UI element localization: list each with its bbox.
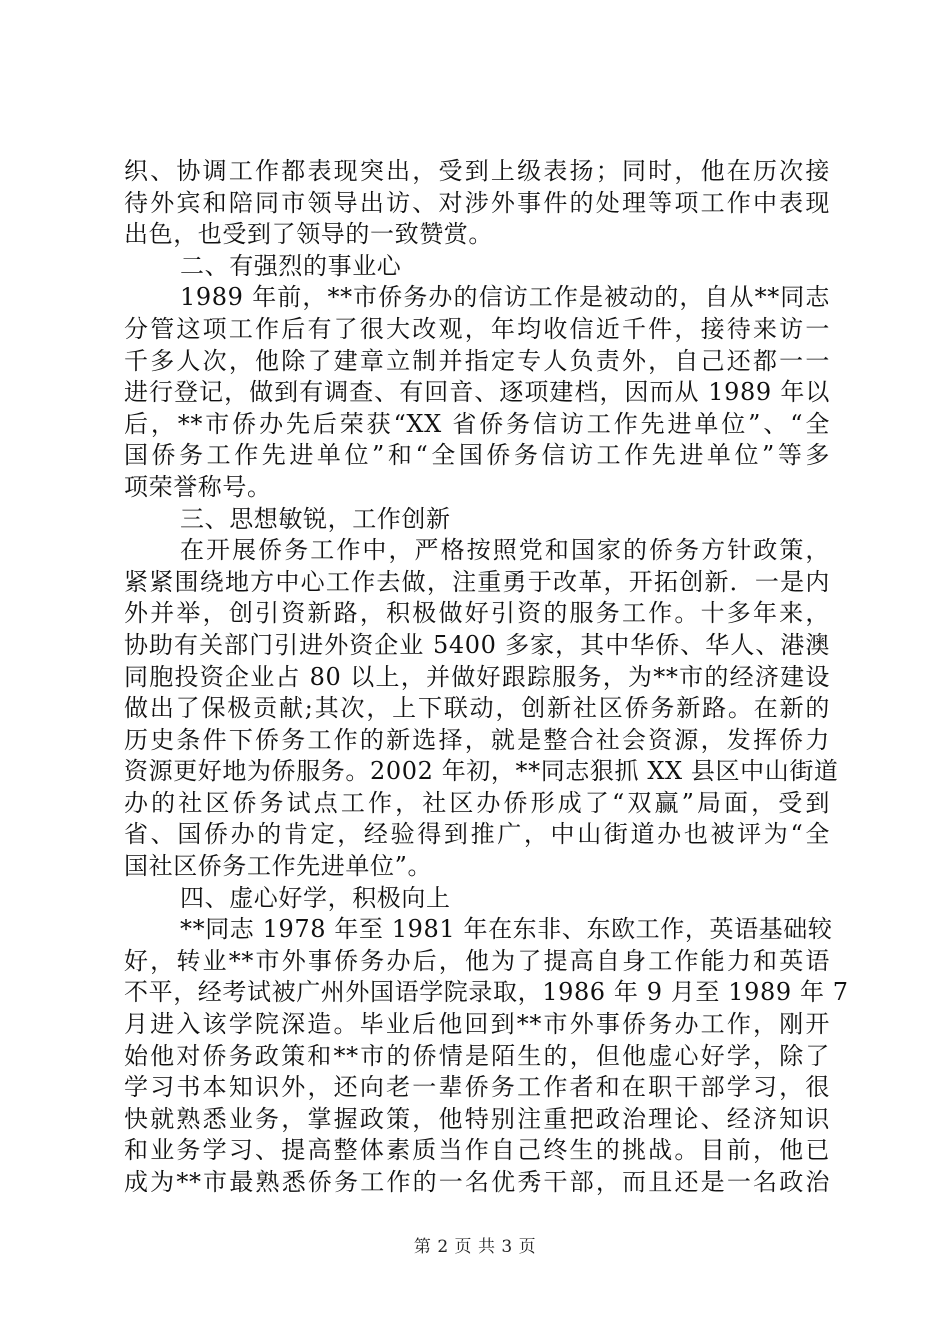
section-heading: 二、有强烈的事业心	[180, 251, 402, 280]
text-line: 始他对侨务政策和**市的侨情是陌生的，但他虚心好学，除了	[124, 1041, 830, 1070]
section-heading: 三、思想敏锐，工作创新	[180, 504, 451, 533]
text-line: **同志 1978 年至 1981 年在东非、东欧工作，英语基础较	[180, 915, 833, 944]
text-line: 待外宾和陪同市领导出访、对涉外事件的处理等项工作中表现	[124, 188, 830, 217]
text-line: 后，**市侨办先后荣获“XX 省侨务信访工作先进单位”、“全	[124, 409, 830, 438]
text-line: 快就熟悉业务，掌握政策，他特别注重把政治理论、经济知识	[124, 1104, 830, 1133]
text-line: 外并举，创引资新路，积极做好引资的服务工作。十多年来，	[124, 599, 830, 628]
text-line: 千多人次，他除了建章立制并指定专人负责外，自己还都一一	[124, 346, 830, 375]
text-line: 1989 年前，**市侨务办的信访工作是被动的，自从**同志	[180, 283, 830, 312]
text-line: 做出了保极贡献;其次，上下联动，创新社区侨务新路。在新的	[124, 694, 830, 723]
text-line: 国侨务工作先进单位”和“全国侨务信访工作先进单位”等多	[124, 441, 830, 470]
text-line: 出色，也受到了领导的一致赞赏。	[124, 220, 493, 249]
text-line: 和业务学习、提高整体素质当作自己终生的挑战。目前，他已	[124, 1136, 830, 1165]
text-line: 协助有关部门引进外资企业 5400 多家，其中华侨、华人、港澳	[124, 630, 830, 659]
text-line: 学习书本知识外，还向老一辈侨务工作者和在职干部学习，很	[124, 1073, 830, 1102]
text-line: 成为**市最熟悉侨务工作的一名优秀干部，而且还是一名政治	[124, 1168, 830, 1196]
text-line: 历史条件下侨务工作的新选择，就是整合社会资源，发挥侨力	[124, 725, 830, 754]
text-line: 进行登记，做到有调查、有回音、逐项建档，因而从 1989 年以	[124, 378, 830, 407]
text-line: 月进入该学院深造。毕业后他回到**市外事侨务办工作，刚开	[124, 1010, 830, 1039]
text-line: 不平，经考试被广州外国语学院录取，1986 年 9 月至 1989 年 7	[124, 978, 849, 1007]
text-line: 办的社区侨务试点工作，社区办侨形成了“双赢”局面，受到	[124, 788, 830, 817]
text-line: 资源更好地为侨服务。2002 年初，**同志狠抓 XX 县区中山街道	[124, 757, 839, 786]
text-line: 织、协调工作都表现突出，受到上级表扬；同时，他在历次接	[124, 157, 830, 185]
text-line: 省、国侨办的肯定，经验得到推广，中山街道办也被评为“全	[124, 820, 830, 849]
text-line: 在开展侨务工作中，严格按照党和国家的侨务方针政策，	[180, 536, 830, 565]
text-line: 好，转业**市外事侨务办后，他为了提高自身工作能力和英语	[124, 946, 830, 975]
text-line: 国社区侨务工作先进单位”。	[124, 852, 433, 881]
text-line: 分管这项工作后有了很大改观，年均收信近千件，接待来访一	[124, 314, 830, 343]
text-line: 项荣誉称号。	[124, 472, 272, 501]
section-heading: 四、虚心好学，积极向上	[180, 883, 451, 912]
page-footer: 第 2 页 共 3 页	[413, 1237, 537, 1257]
document-body	[124, 156, 849, 1199]
text-line: 同胞投资企业占 80 以上，并做好跟踪服务，为**市的经济建设	[124, 662, 830, 691]
text-line: 紧紧围绕地方中心工作去做，注重勇于改革，开拓创新．一是内	[124, 567, 830, 596]
